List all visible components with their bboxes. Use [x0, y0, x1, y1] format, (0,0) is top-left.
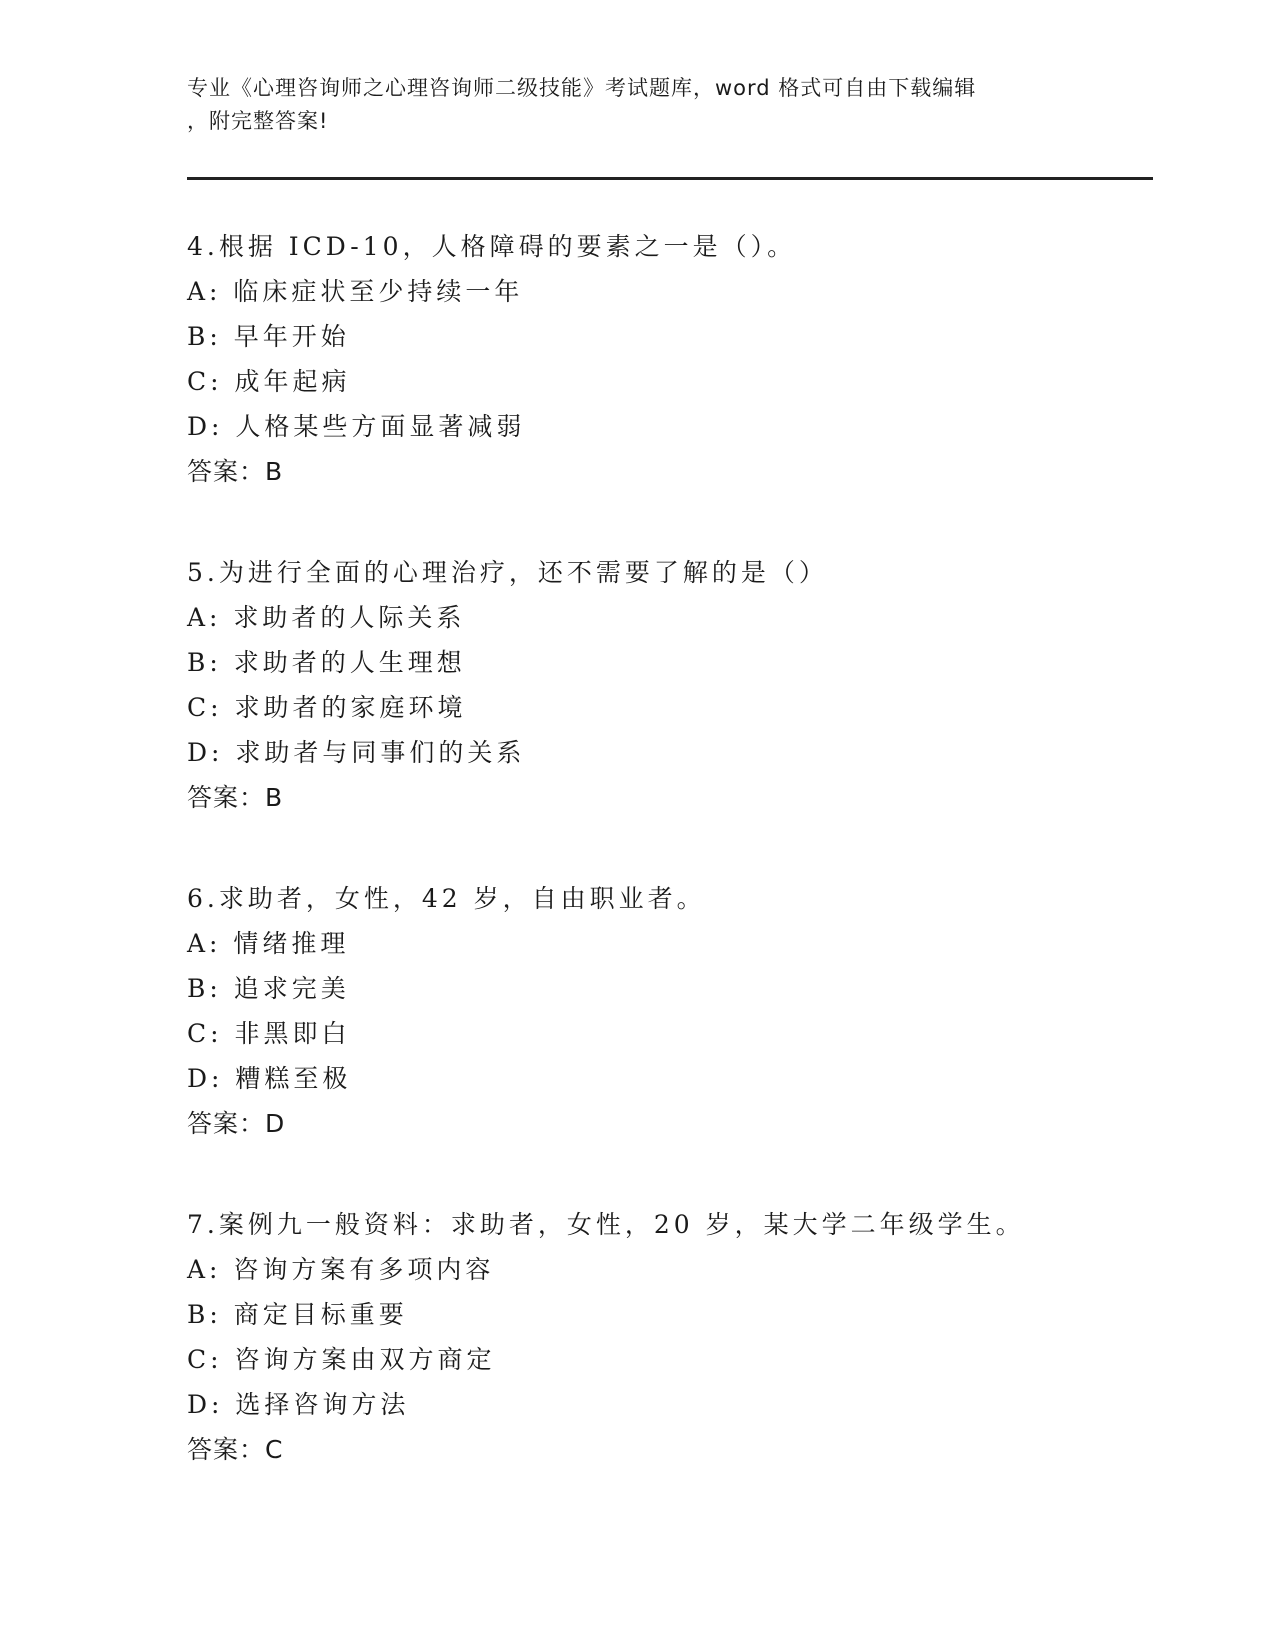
option-c: C: 求助者的家庭环境	[187, 693, 467, 722]
option-b: B: 商定目标重要	[187, 1300, 408, 1329]
answer-text: 答案：C	[187, 1435, 284, 1464]
question-stem: 4.根据 ICD-10，人格障碍的要素之一是（）。	[187, 232, 797, 261]
header-divider	[187, 177, 1153, 180]
question-stem: 6.求助者，女性，42 岁，自由职业者。	[187, 884, 706, 913]
question-stem: 7.案例九一般资料：求助者，女性，20 岁，某大学二年级学生。	[187, 1210, 1025, 1239]
option-b: B: 早年开始	[187, 322, 350, 351]
option-a: A: 咨询方案有多项内容	[187, 1255, 495, 1284]
document-header	[187, 72, 1087, 138]
option-a: A: 临床症状至少持续一年	[187, 277, 524, 306]
option-a: A: 求助者的人际关系	[187, 603, 466, 632]
answer-text: 答案：D	[187, 1109, 286, 1138]
option-c: C: 咨询方案由双方商定	[187, 1345, 496, 1374]
option-b: B: 追求完美	[187, 974, 350, 1003]
option-d: D: 选择咨询方法	[187, 1390, 410, 1419]
answer-text: 答案：B	[187, 457, 284, 486]
option-d: D: 人格某些方面显著减弱	[187, 412, 526, 441]
question-block	[187, 550, 1187, 820]
option-c: C: 成年起病	[187, 367, 351, 396]
question-block	[187, 1202, 1187, 1472]
option-d: D: 求助者与同事们的关系	[187, 738, 526, 767]
option-c: C: 非黑即白	[187, 1019, 351, 1048]
answer-text: 答案：B	[187, 783, 284, 812]
header-line-1: 专业《心理咨询师之心理咨询师二级技能》考试题库，word 格式可自由下载编辑	[187, 76, 977, 100]
question-block	[187, 876, 1187, 1146]
question-block	[187, 224, 1187, 494]
question-stem: 5.为进行全面的心理治疗，还不需要了解的是（）	[187, 558, 828, 587]
option-a: A: 情绪推理	[187, 929, 350, 958]
option-d: D: 糟糕至极	[187, 1064, 352, 1093]
header-line-2: ，附完整答案!	[187, 109, 329, 133]
option-b: B: 求助者的人生理想	[187, 648, 466, 677]
